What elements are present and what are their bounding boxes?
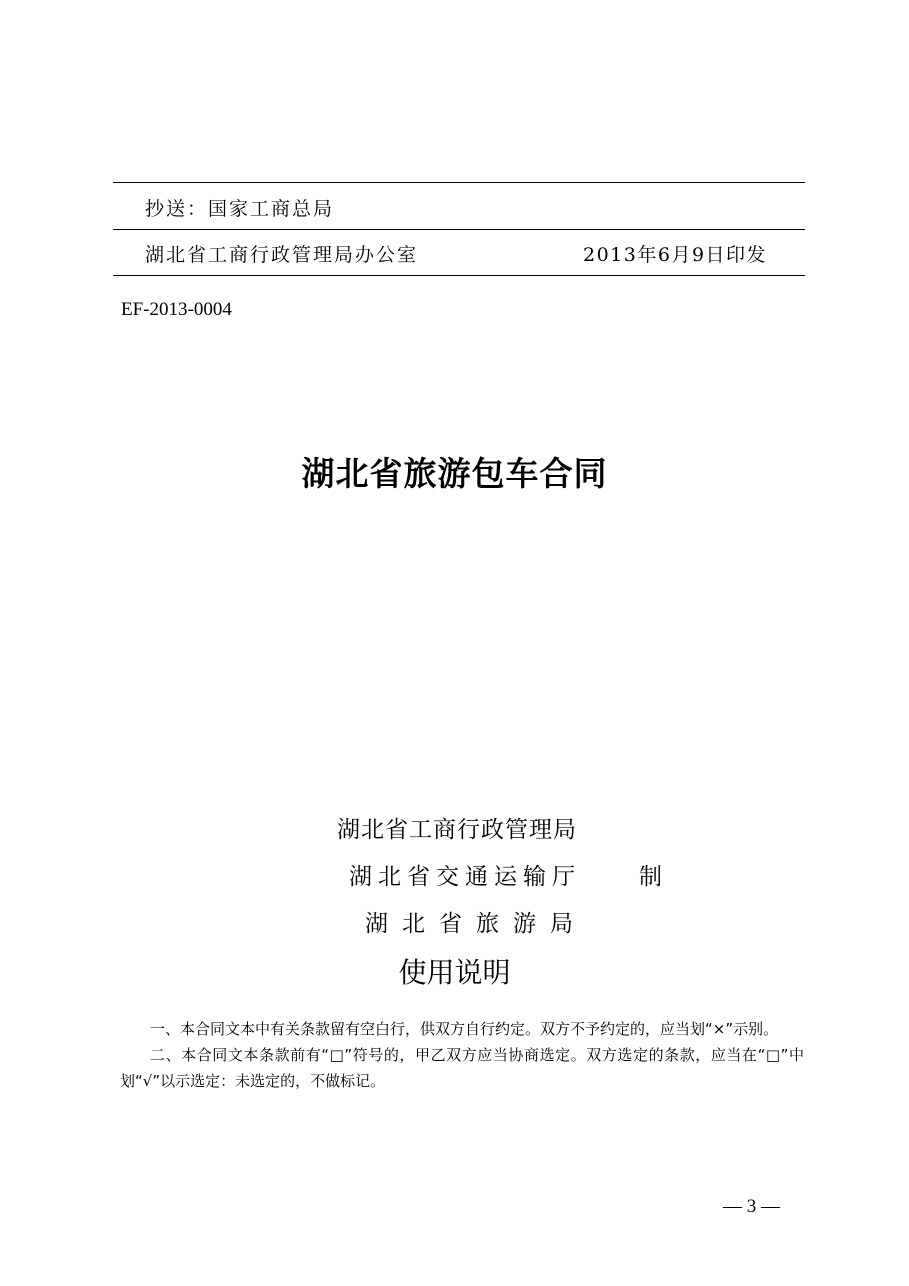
issuer-office: 湖北省工商行政管理局办公室 — [145, 244, 419, 266]
top-rule — [113, 182, 805, 183]
issued-date: 2013年6月9日印发 — [583, 244, 768, 266]
instruction-item-2: 二、本合同文本条款前有“□”符号的，甲乙双方应当协商选定。双方选定的条款，应当在“□”中划“√”以示选定：未选定的，不做标记。 — [120, 1046, 804, 1090]
page-number: — 3 — — [723, 1196, 780, 1217]
bottom-rule — [113, 275, 805, 276]
issuing-org-1: 湖北省工商行政管理局 — [337, 817, 577, 843]
issuing-org-2: 湖北省交通运输厅 — [349, 864, 581, 890]
made-by-label: 制 — [639, 864, 662, 890]
contract-code: EF-2013-0004 — [121, 299, 232, 320]
instruction-item-1: 一、本合同文本中有关条款留有空白行，供双方自行约定。双方不予约定的，应当划“×”示别。 — [150, 1020, 779, 1038]
issuing-org-3: 湖北省旅游局 — [365, 911, 587, 937]
contract-title: 湖北省旅游包车合同 — [301, 454, 608, 493]
cc-line: 抄送：国家工商总局 — [145, 198, 335, 220]
middle-rule — [113, 229, 805, 230]
instructions-title: 使用说明 — [398, 956, 511, 989]
instructions-body — [120, 1016, 804, 1094]
